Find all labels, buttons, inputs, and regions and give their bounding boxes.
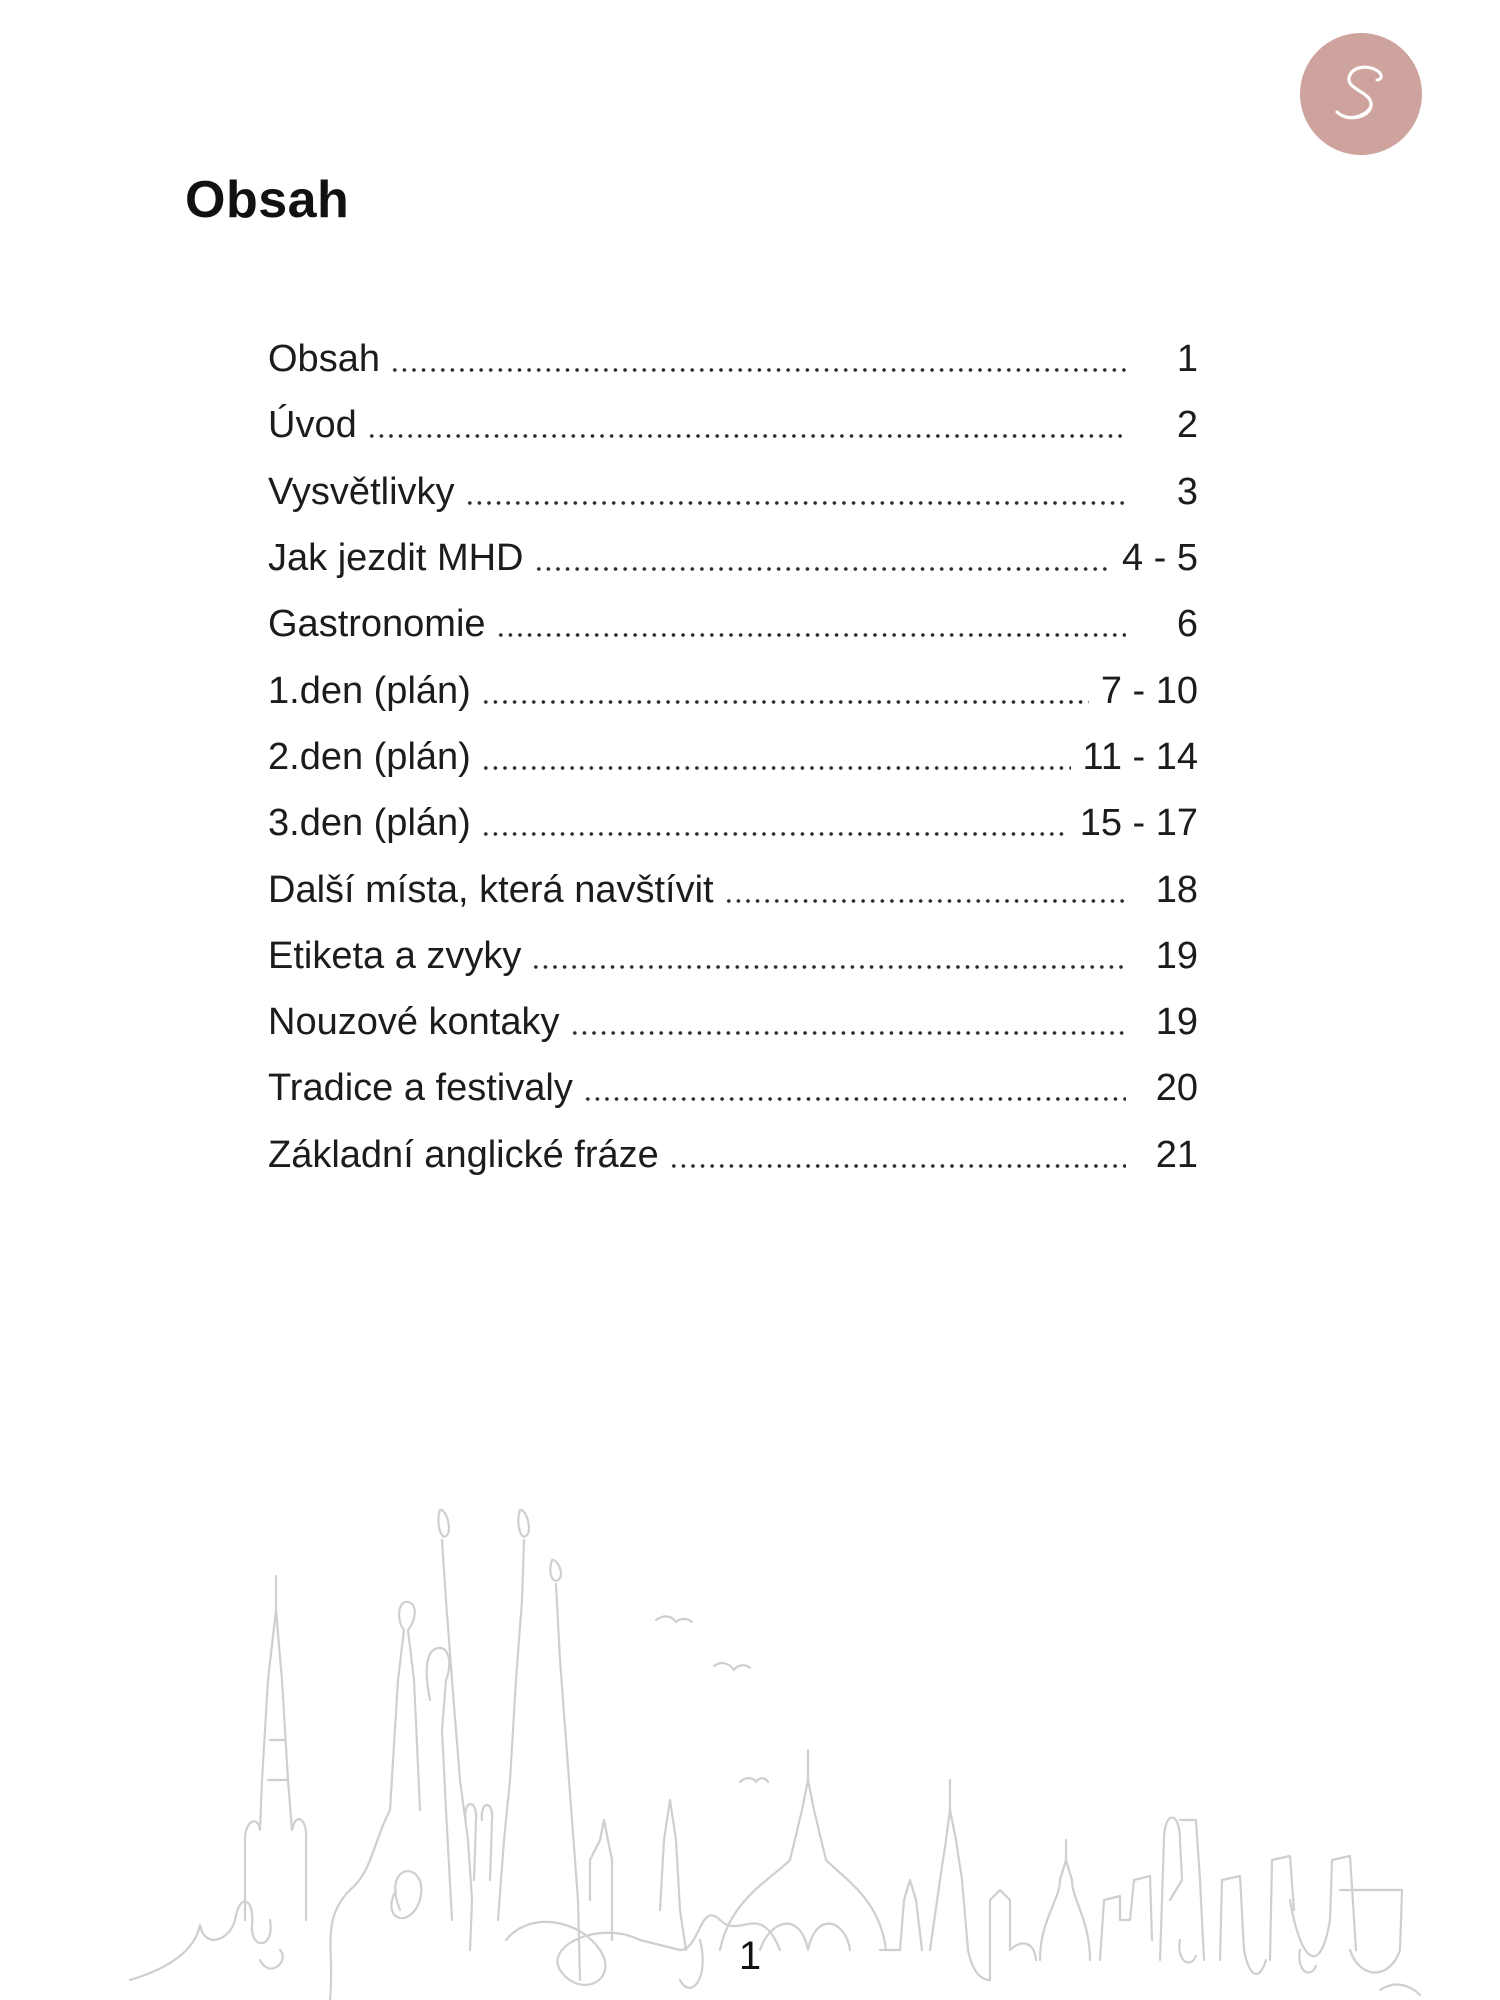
toc-entry-mhd[interactable] <box>268 525 1198 591</box>
dot-leader <box>534 566 1110 572</box>
toc-entry-page: 6 <box>1176 603 1198 646</box>
toc-entry-label: Obsah <box>268 338 380 381</box>
toc-entry-label: Vysvětlivky <box>268 470 455 513</box>
toc-entry-den-3[interactable] <box>268 790 1198 856</box>
toc-entry-dalsi-mista[interactable] <box>268 856 1198 922</box>
toc-entry-page: 21 <box>1155 1133 1198 1176</box>
toc-entry-etiketa[interactable] <box>268 923 1198 989</box>
dot-leader <box>531 964 1126 970</box>
toc-entry-label: Úvod <box>268 404 357 447</box>
s-monogram-icon <box>1321 54 1401 134</box>
toc-entry-page: 4 - 5 <box>1121 537 1198 580</box>
toc-entry-label: Další místa, která navštívit <box>268 868 714 911</box>
toc-entry-page: 15 - 17 <box>1079 802 1198 845</box>
dot-leader <box>570 1030 1127 1036</box>
toc-entry-page: 18 <box>1155 868 1198 911</box>
toc-entry-label: 3.den (plán) <box>268 802 471 845</box>
dot-leader <box>390 367 1126 373</box>
toc-entry-gastronomie[interactable] <box>268 591 1198 657</box>
toc-entry-page: 11 - 14 <box>1082 735 1198 778</box>
toc-entry-page: 20 <box>1155 1067 1198 1110</box>
dot-leader <box>669 1163 1126 1169</box>
page-number: 1 <box>738 1934 762 1978</box>
dot-leader <box>496 632 1126 638</box>
toc-entry-label: Tradice a festivaly <box>268 1067 573 1110</box>
toc-entry-label: Gastronomie <box>268 603 486 646</box>
toc-entry-label: Jak jezdit MHD <box>268 537 524 580</box>
dot-leader <box>481 699 1089 705</box>
toc-entry-page: 1 <box>1176 338 1198 381</box>
toc-entry-uvod[interactable] <box>268 392 1198 458</box>
toc-entry-vysvetlivky[interactable] <box>268 459 1198 525</box>
dot-leader <box>367 433 1126 439</box>
toc-entry-page: 19 <box>1155 1001 1198 1044</box>
city-skyline-illustration <box>0 1480 1500 2000</box>
toc-entry-page: 7 - 10 <box>1100 669 1198 712</box>
dot-leader <box>583 1096 1126 1102</box>
table-of-contents <box>268 326 1198 1188</box>
toc-entry-den-2[interactable] <box>268 724 1198 790</box>
toc-entry-label: 1.den (plán) <box>268 669 471 712</box>
toc-entry-obsah[interactable] <box>268 326 1198 392</box>
toc-entry-anglicke-fraze[interactable] <box>268 1122 1198 1188</box>
toc-entry-den-1[interactable] <box>268 657 1198 723</box>
dot-leader <box>465 500 1126 506</box>
page-title: Obsah <box>185 171 350 229</box>
dot-leader <box>481 831 1068 837</box>
toc-entry-label: Etiketa a zvyky <box>268 934 522 977</box>
dot-leader <box>724 898 1126 904</box>
toc-entry-label: 2.den (plán) <box>268 735 471 778</box>
dot-leader <box>481 765 1071 771</box>
toc-entry-label: Základní anglické fráze <box>268 1133 659 1176</box>
toc-entry-label: Nouzové kontaky <box>268 1001 560 1044</box>
toc-entry-page: 3 <box>1176 470 1198 513</box>
toc-entry-tradice[interactable] <box>268 1055 1198 1121</box>
toc-entry-page: 2 <box>1176 404 1198 447</box>
logo-badge <box>1300 33 1422 155</box>
toc-entry-page: 19 <box>1155 934 1198 977</box>
toc-entry-nouzove-kontakty[interactable] <box>268 989 1198 1055</box>
